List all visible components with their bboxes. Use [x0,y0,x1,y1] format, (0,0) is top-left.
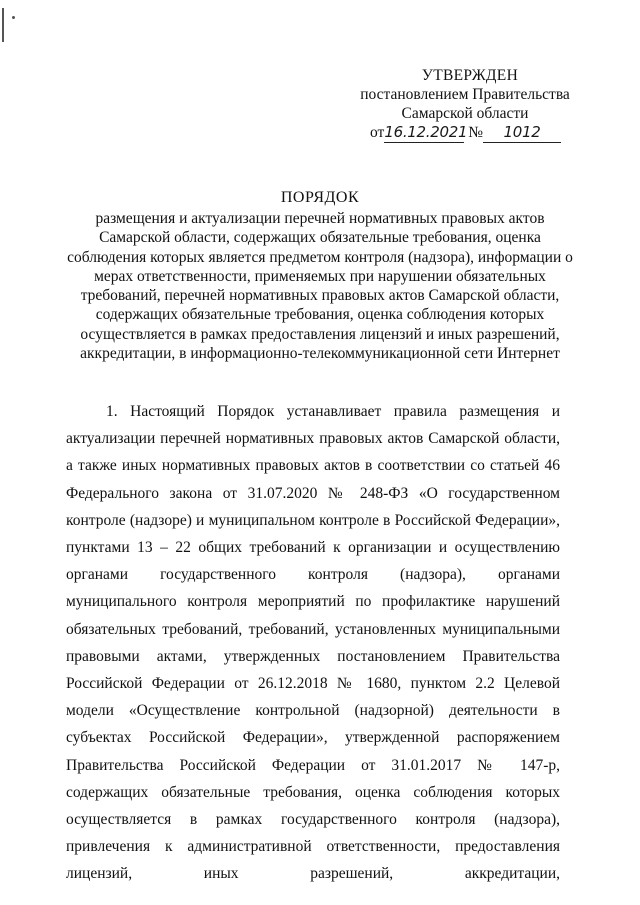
date-field [384,123,468,143]
number-field [483,123,561,143]
handwritten-date: 16.12.2021 [384,123,468,141]
scan-dot [12,16,15,19]
body-paragraph-1: 1. Настоящий Порядок устанавливает правила размещения и актуализации перечней нормативных правовых актов Самарской области, а также иных нормативных правовых актов в соответствии со статьей 46 Федерального закона от 31.07.2020 № 248-ФЗ «О государственном контроле (надзоре) и муниципальном контроле в Российской Федерации», пунктами 13 – 22 общих требований к организации и осуществлению органами государственного контроля (надзора), органами муниципального контроля мероприятий по профилактике нарушений обязательных требований, требований, установленных муниципальными правовыми актами, утвержденных постановлением Правительства Российской Федерации от 26.12.2018 № 1680, пунктом 2.2 Целевой модели «Осуществление контрольной (надзорной) деятельности в субъектах Российской Федерации», утвержденной распоряжением Правительства Российской Федерации от 31.01.2017 № 147-р, содержащих обязательные требования, оценка соблюдения которых осуществляется в рамках государственного контроля (надзора), привлечения к административной ответственности, предоставления лицензий, иных разрешений, аккредитации, [66,403,560,883]
handwritten-number: 1012 [503,123,541,141]
date-prefix: от [370,124,385,141]
approval-region-line: Самарской области [401,105,529,122]
scan-mark [2,8,4,42]
document-subtitle: размещения и актуализации перечней нормативных правовых актов Самарской области, содержащих обязательные требования, оценка соблюдения которых является предметом контроля (надзора), информации о мерах ответственности, применяемых при нарушении обязательных требований, перечней нормативных правовых актов Самарской области, содержащих обязательные требования, оценка соблюдения которых осуществляется в рамках предоставления лицензий и иных разрешений, аккредитации, в информационно-телекоммуникационной сети Интернет [67,210,573,363]
approval-decree-line: постановлением Правительства [360,86,570,103]
number-sign: № [468,124,483,141]
approval-title: УТВЕРЖДЕН [421,67,519,84]
approval-block [340,66,590,143]
document-heading: ПОРЯДОК [280,189,360,206]
approval-date-number [340,123,590,143]
